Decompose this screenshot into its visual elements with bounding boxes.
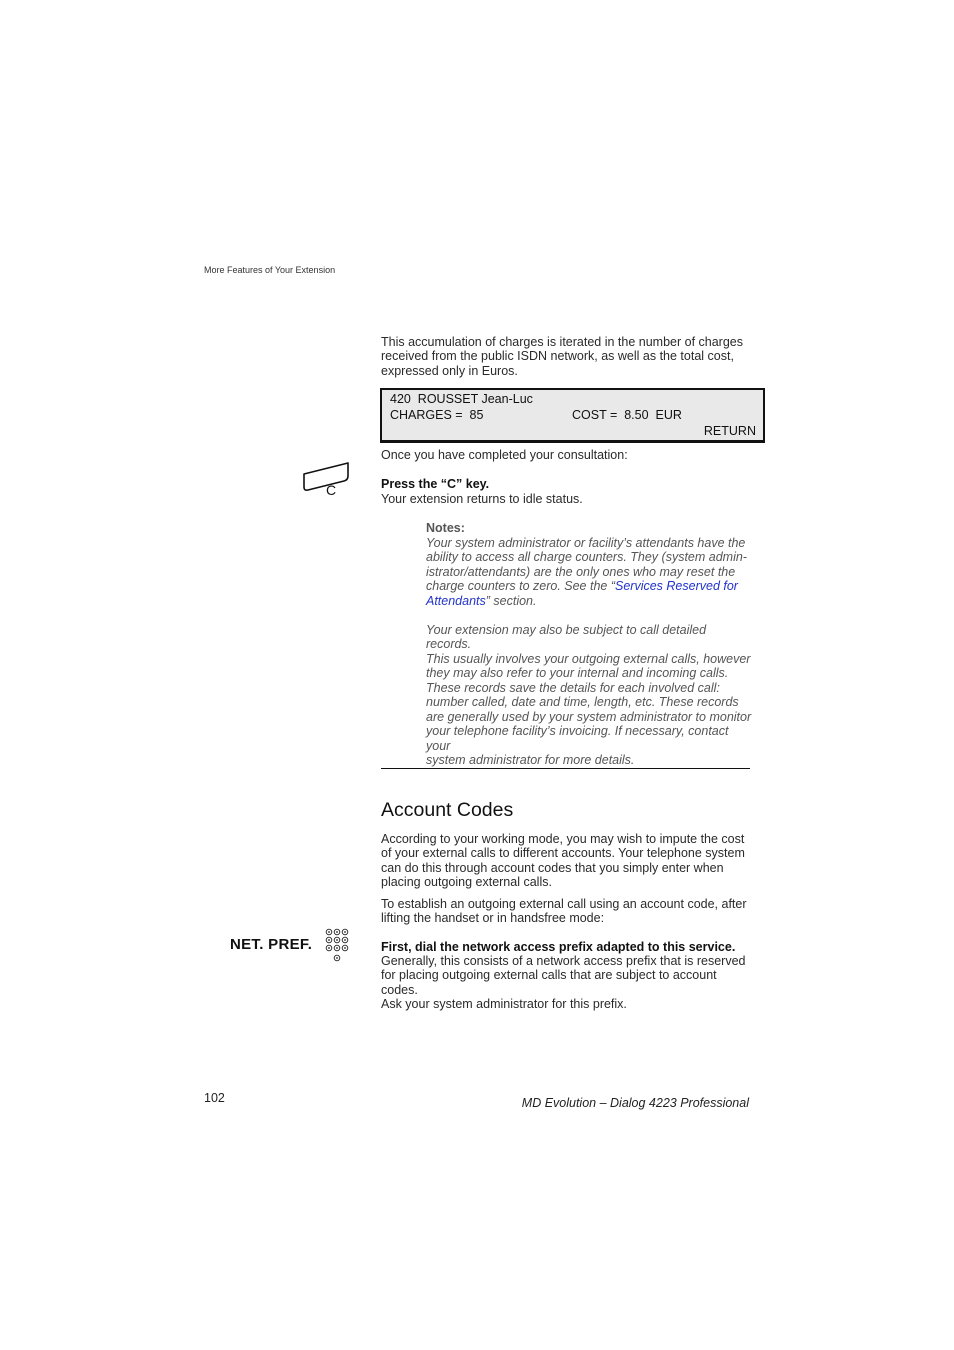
display-cost: COST = 8.50 EUR (572, 408, 682, 422)
running-head: More Features of Your Extension (204, 265, 336, 275)
account-codes-paragraph-2 (381, 897, 753, 926)
account-codes-paragraph-1 (381, 832, 753, 890)
net-pref-label: NET. PREF. (230, 936, 313, 953)
paragraph-line: According to your working mode, you may wish to impute the cost (381, 832, 745, 846)
footer-title: MD Evolution – Dialog 4223 Professional (521, 1096, 749, 1110)
section-divider (381, 768, 750, 769)
intro-line: expressed only in Euros. (381, 363, 518, 378)
services-reserved-link[interactable]: Services Reserved for (615, 579, 738, 593)
net-pref-instruction: First, dial the network access prefix adapted to this service. (381, 940, 736, 954)
note-text: ” section. (485, 593, 537, 608)
phone-display (380, 388, 765, 443)
note-line: your telephone facility’s invoicing. If necessary, contact your (426, 724, 729, 753)
note-line: Your extension may also be subject to call detailed records. (426, 622, 707, 651)
paragraph-line: placing outgoing external calls. (381, 875, 552, 890)
intro-paragraph (381, 335, 753, 378)
notes-title: Notes: (426, 521, 465, 535)
section-title: Account Codes (381, 799, 514, 821)
paragraph-line: Ask your system administrator for this prefix. (381, 997, 627, 1012)
net-pref-details (381, 954, 753, 1012)
note-text: charge counters to zero. See the “ (426, 579, 615, 593)
paragraph-line: lifting the handset or in handsfree mode: (381, 911, 605, 926)
notes-block (426, 521, 752, 768)
note-line: number called, date and time, length, etc. These records (426, 695, 739, 709)
step-c-result: Your extension returns to idle status. (381, 492, 583, 506)
note-line: istrator/attendants) are the only ones who may reset the (426, 564, 736, 579)
keypad-icon (324, 927, 352, 965)
paragraph-line: can do this through account codes that you simply enter when (381, 860, 724, 875)
intro-line: This accumulation of charges is iterated in the number of charges (381, 335, 743, 349)
note-line: ability to access all charge counters. They (system admin- (426, 550, 747, 564)
paragraph-line: Generally, this consists of a network access prefix that is reserved (381, 954, 746, 968)
note-line (426, 594, 752, 609)
note-line (426, 579, 752, 594)
note-line: This usually involves your outgoing external calls, however (426, 651, 751, 666)
c-key-label: C (326, 482, 337, 498)
display-line-name: 420 ROUSSET Jean-Luc (390, 392, 533, 406)
paragraph-line: To establish an outgoing external call using an account code, after (381, 897, 747, 911)
note-line: they may also refer to your internal and incoming calls. (426, 666, 729, 680)
net-pref-step (381, 940, 753, 1012)
note-1 (426, 536, 752, 609)
c-key-icon (302, 458, 352, 502)
paragraph-line: for placing outgoing external calls that are subject to account codes. (381, 968, 717, 997)
intro-line: received from the public ISDN network, as well as the total cost, (381, 349, 734, 364)
step-c (381, 477, 753, 506)
consultation-text: Once you have completed your consultation: (381, 448, 628, 462)
attendants-link[interactable]: Attendants (426, 593, 486, 608)
note-line: These records save the details for each involved call: (426, 680, 720, 695)
display-charges: CHARGES = 85 (390, 408, 484, 422)
page-number: 102 (204, 1091, 225, 1105)
note-line: system administrator for more details. (426, 753, 635, 767)
display-return-softkey[interactable]: RETURN (703, 424, 756, 438)
note-line: Your system administrator or facility’s attendants have the (426, 535, 746, 550)
step-c-instruction: Press the “C” key. (381, 477, 490, 491)
paragraph-line: of your external calls to different accounts. Your telephone system (381, 846, 745, 861)
note-line: are generally used by your system administrator to monitor (426, 709, 752, 724)
note-2 (426, 623, 752, 768)
